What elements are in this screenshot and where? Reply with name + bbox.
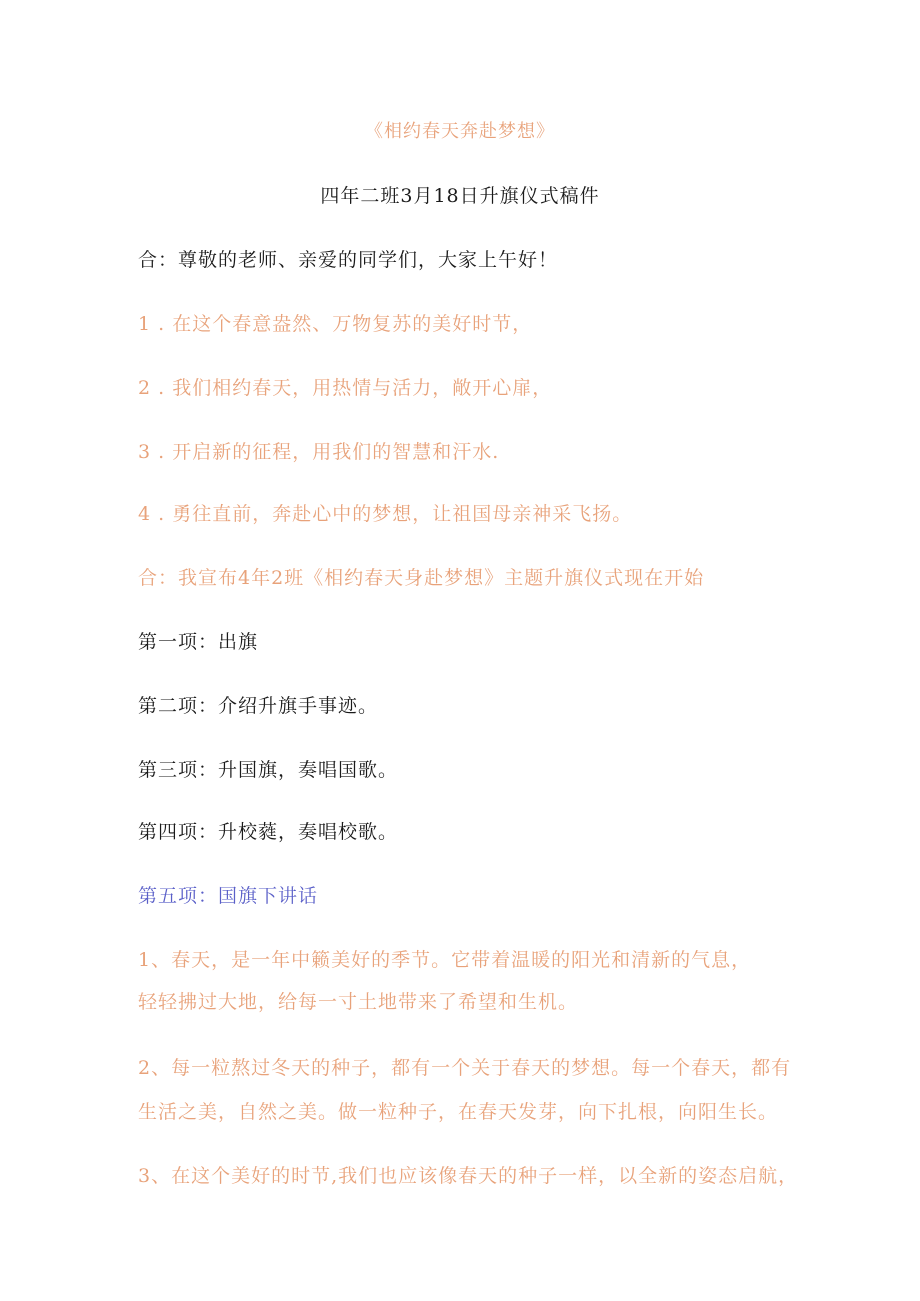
opening-line-2: 2 . 我们相约春天，用热情与活力，敞开心扉， <box>138 377 553 399</box>
opening-line-4: 4 . 勇往直前，奔赴心中的梦想，让祖国母亲神采飞扬。 <box>138 503 633 525</box>
opening-line-3: 3 . 开启新的征程，用我们的智慧和汗水. <box>138 441 500 463</box>
speech-line-1: 1、春天，是一年中籁美好的季节。它带着温暖的阳光和清新的气息， <box>138 949 752 971</box>
program-item-3: 第三项：升国旗，奏唱国歌。 <box>138 759 399 781</box>
opening-line-1: 1 . 在这个春意盎然、万物复苏的美好时节， <box>138 313 533 335</box>
program-item-1: 第一项：出旗 <box>138 631 259 653</box>
program-item-4: 第四项：升校蕤，奏唱校歌。 <box>138 821 399 843</box>
speech-line-2: 轻轻拂过大地，给每一寸土地带来了希望和生机。 <box>138 991 579 1013</box>
speech-line-5: 3、在这个美好的时节,我们也应该像春天的种子一样，以全新的姿态启航， <box>138 1165 799 1187</box>
greeting-line: 合：尊敬的老师、亲爱的同学们，大家上午好！ <box>138 249 559 271</box>
program-item-5: 第五项：国旗下讲话 <box>138 885 319 907</box>
speech-line-4: 生活之美，自然之美。做一粒种子，在春天发芽，向下扎根，向阳生长。 <box>138 1101 779 1123</box>
document-subtitle: 四年二班3月18日升旗仪式稿件 <box>320 185 600 207</box>
program-item-2: 第二项：介绍升旗手事迹。 <box>138 695 379 717</box>
document-title: 《相约春天奔赴梦想》 <box>365 121 555 142</box>
announcement-line: 合：我宣布4年2班《相约春天身赴梦想》主题升旗仪式现在开始 <box>138 567 705 589</box>
speech-line-3: 2、每一粒熬过冬天的种子，都有一个关于春天的梦想。每一个春天，都有 <box>138 1057 792 1079</box>
